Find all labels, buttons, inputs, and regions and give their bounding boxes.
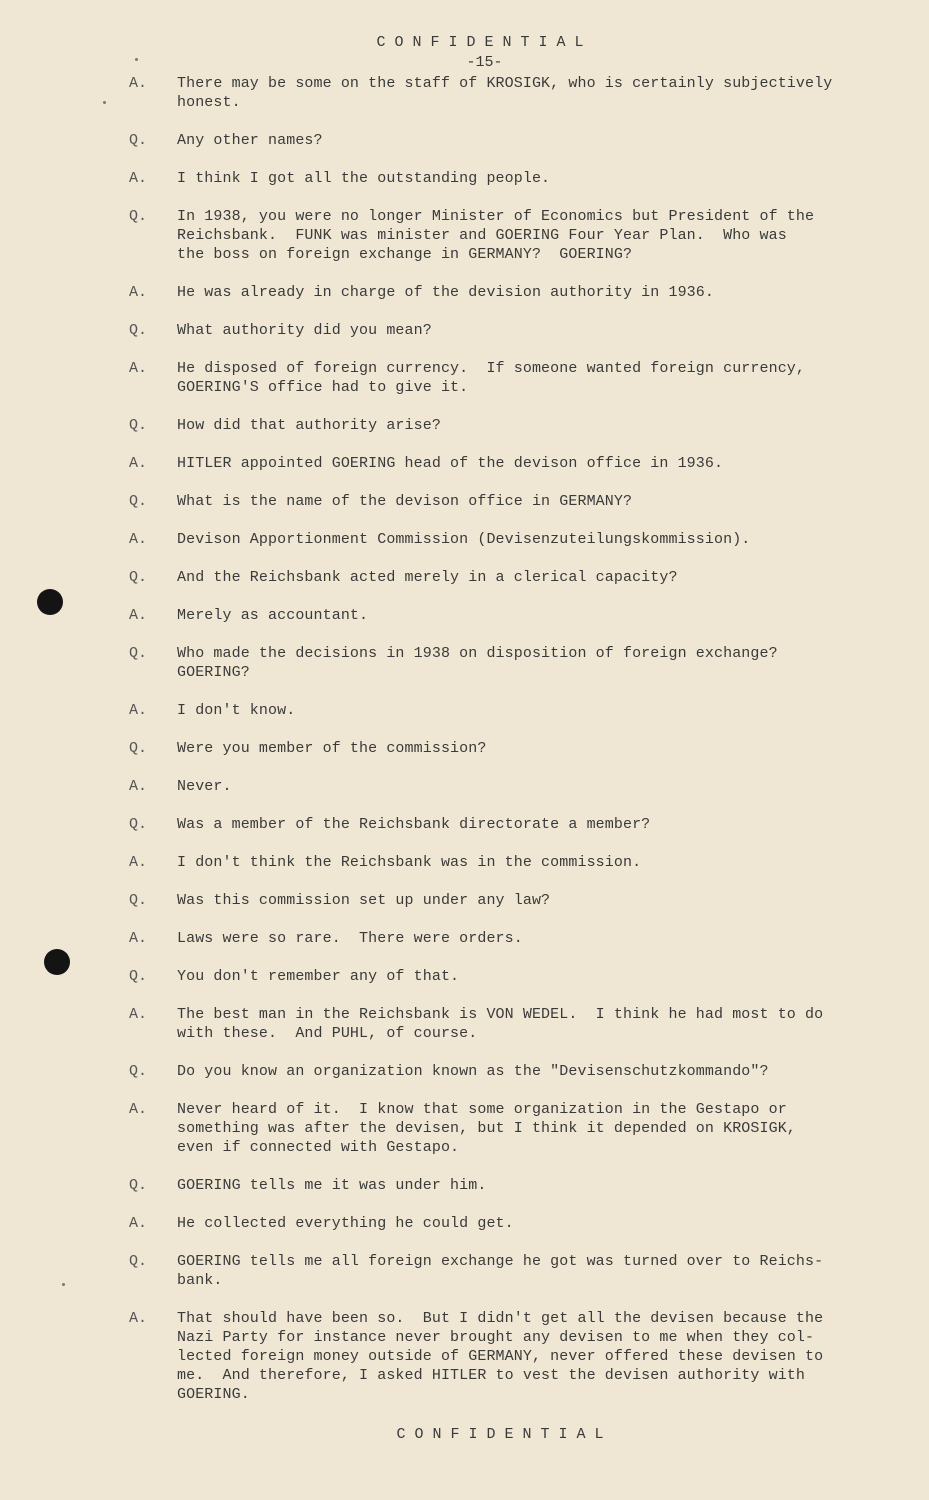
entry-text: How did that authority arise? (177, 417, 441, 434)
entry-text: Any other names? (177, 132, 323, 149)
paper-speck (103, 101, 106, 104)
speaker-label: Q. (129, 208, 148, 225)
speaker-label: A. (129, 455, 148, 472)
transcript-entry (0, 644, 929, 682)
transcript-entry (0, 1214, 929, 1233)
entry-text: The best man in the Reichsbank is VON WEDEL. I think he had most to do with these. And PUHL, of course. (177, 1006, 824, 1042)
speaker-label: A. (129, 1310, 148, 1327)
transcript-entry (0, 207, 929, 264)
transcript (0, 74, 929, 1423)
entry-text: Were you member of the commission? (177, 740, 487, 757)
speaker-label: A. (129, 75, 148, 92)
transcript-entry (0, 606, 929, 625)
speaker-label: A. (129, 1101, 148, 1118)
entry-text: I don't know. (177, 702, 296, 719)
entry-text: GOERING tells me all foreign exchange he got was turned over to Reichs- bank. (177, 1253, 824, 1289)
speaker-label: Q. (129, 322, 148, 339)
speaker-label: Q. (129, 645, 148, 662)
entry-text: Do you know an organization known as the "Devisenschutzkommando"? (177, 1063, 769, 1080)
entry-text: What is the name of the devison office in GERMANY? (177, 493, 633, 510)
transcript-entry (0, 74, 929, 112)
header-classification: CONFIDENTIAL (376, 34, 593, 51)
speaker-label: Q. (129, 892, 148, 909)
page-number: -15- (466, 54, 503, 71)
transcript-entry (0, 967, 929, 986)
speaker-label: Q. (129, 740, 148, 757)
entry-text: Laws were so rare. There were orders. (177, 930, 523, 947)
speaker-label: A. (129, 778, 148, 795)
paper-speck (135, 58, 138, 61)
speaker-label: A. (129, 170, 148, 187)
entry-text: Was a member of the Reichsbank directorate a member? (177, 816, 651, 833)
speaker-label: A. (129, 1215, 148, 1232)
entry-text: And the Reichsbank acted merely in a clerical capacity? (177, 569, 678, 586)
transcript-entry (0, 853, 929, 872)
entry-text: I think I got all the outstanding people. (177, 170, 551, 187)
transcript-entry (0, 701, 929, 720)
entry-text: He disposed of foreign currency. If someone wanted foreign currency, GOERING'S office had to give it. (177, 360, 806, 396)
footer-classification: CONFIDENTIAL (396, 1426, 613, 1443)
transcript-entry (0, 777, 929, 796)
speaker-label: Q. (129, 417, 148, 434)
speaker-label: Q. (129, 493, 148, 510)
speaker-label: Q. (129, 968, 148, 985)
transcript-entry (0, 169, 929, 188)
transcript-entry (0, 454, 929, 473)
transcript-entry (0, 929, 929, 948)
punch-hole (37, 589, 63, 615)
speaker-label: A. (129, 702, 148, 719)
transcript-entry (0, 416, 929, 435)
entry-text: Never heard of it. I know that some organization in the Gestapo or something was after the devisen, but I think it depended on KROSIGK, even if connected with Gestapo. (177, 1101, 796, 1156)
entry-text: I don't think the Reichsbank was in the commission. (177, 854, 642, 871)
transcript-entry (0, 530, 929, 549)
transcript-entry (0, 283, 929, 302)
entry-text: Who made the decisions in 1938 on disposition of foreign exchange? GOERING? (177, 645, 778, 681)
transcript-entry (0, 815, 929, 834)
transcript-entry (0, 1100, 929, 1157)
transcript-entry (0, 739, 929, 758)
entry-text: He collected everything he could get. (177, 1215, 514, 1232)
speaker-label: Q. (129, 132, 148, 149)
transcript-entry (0, 359, 929, 397)
entry-text: GOERING tells me it was under him. (177, 1177, 487, 1194)
transcript-entry (0, 1252, 929, 1290)
speaker-label: A. (129, 930, 148, 947)
transcript-entry (0, 891, 929, 910)
transcript-entry (0, 568, 929, 587)
entry-text: Devison Apportionment Commission (Devisenzuteilungskommission). (177, 531, 751, 548)
speaker-label: A. (129, 284, 148, 301)
transcript-entry (0, 1005, 929, 1043)
entry-text: That should have been so. But I didn't get all the devisen because the Nazi Party for instance never brought any devisen to me when they col- lected foreign money outside of GERMANY, never offered these devisen to me. And therefore, I asked HITLER to vest the devisen authority with GOERING. (177, 1310, 824, 1403)
entry-text: There may be some on the staff of KROSIGK, who is certainly subjectively honest. (177, 75, 833, 111)
speaker-label: A. (129, 360, 148, 377)
entry-text: Was this commission set up under any law? (177, 892, 551, 909)
speaker-label: A. (129, 1006, 148, 1023)
entry-text: He was already in charge of the devision authority in 1936. (177, 284, 714, 301)
entry-text: You don't remember any of that. (177, 968, 460, 985)
speaker-label: Q. (129, 1063, 148, 1080)
speaker-label: A. (129, 531, 148, 548)
transcript-entry (0, 1062, 929, 1081)
entry-text: Never. (177, 778, 232, 795)
entry-text: HITLER appointed GOERING head of the devison office in 1936. (177, 455, 724, 472)
transcript-entry (0, 321, 929, 340)
transcript-entry (0, 131, 929, 150)
entry-text: In 1938, you were no longer Minister of Economics but President of the Reichsbank. FUNK was minister and GOERING Four Year Plan. Who was the boss on foreign exchange in GERMANY? GOERING? (177, 208, 815, 263)
punch-hole (44, 949, 70, 975)
transcript-entry (0, 1176, 929, 1195)
entry-text: Merely as accountant. (177, 607, 369, 624)
speaker-label: A. (129, 607, 148, 624)
entry-text: What authority did you mean? (177, 322, 432, 339)
transcript-entry (0, 492, 929, 511)
speaker-label: Q. (129, 569, 148, 586)
paper-speck (62, 1283, 65, 1286)
speaker-label: Q. (129, 1253, 148, 1270)
speaker-label: Q. (129, 1177, 148, 1194)
speaker-label: Q. (129, 816, 148, 833)
speaker-label: A. (129, 854, 148, 871)
transcript-entry (0, 1309, 929, 1404)
